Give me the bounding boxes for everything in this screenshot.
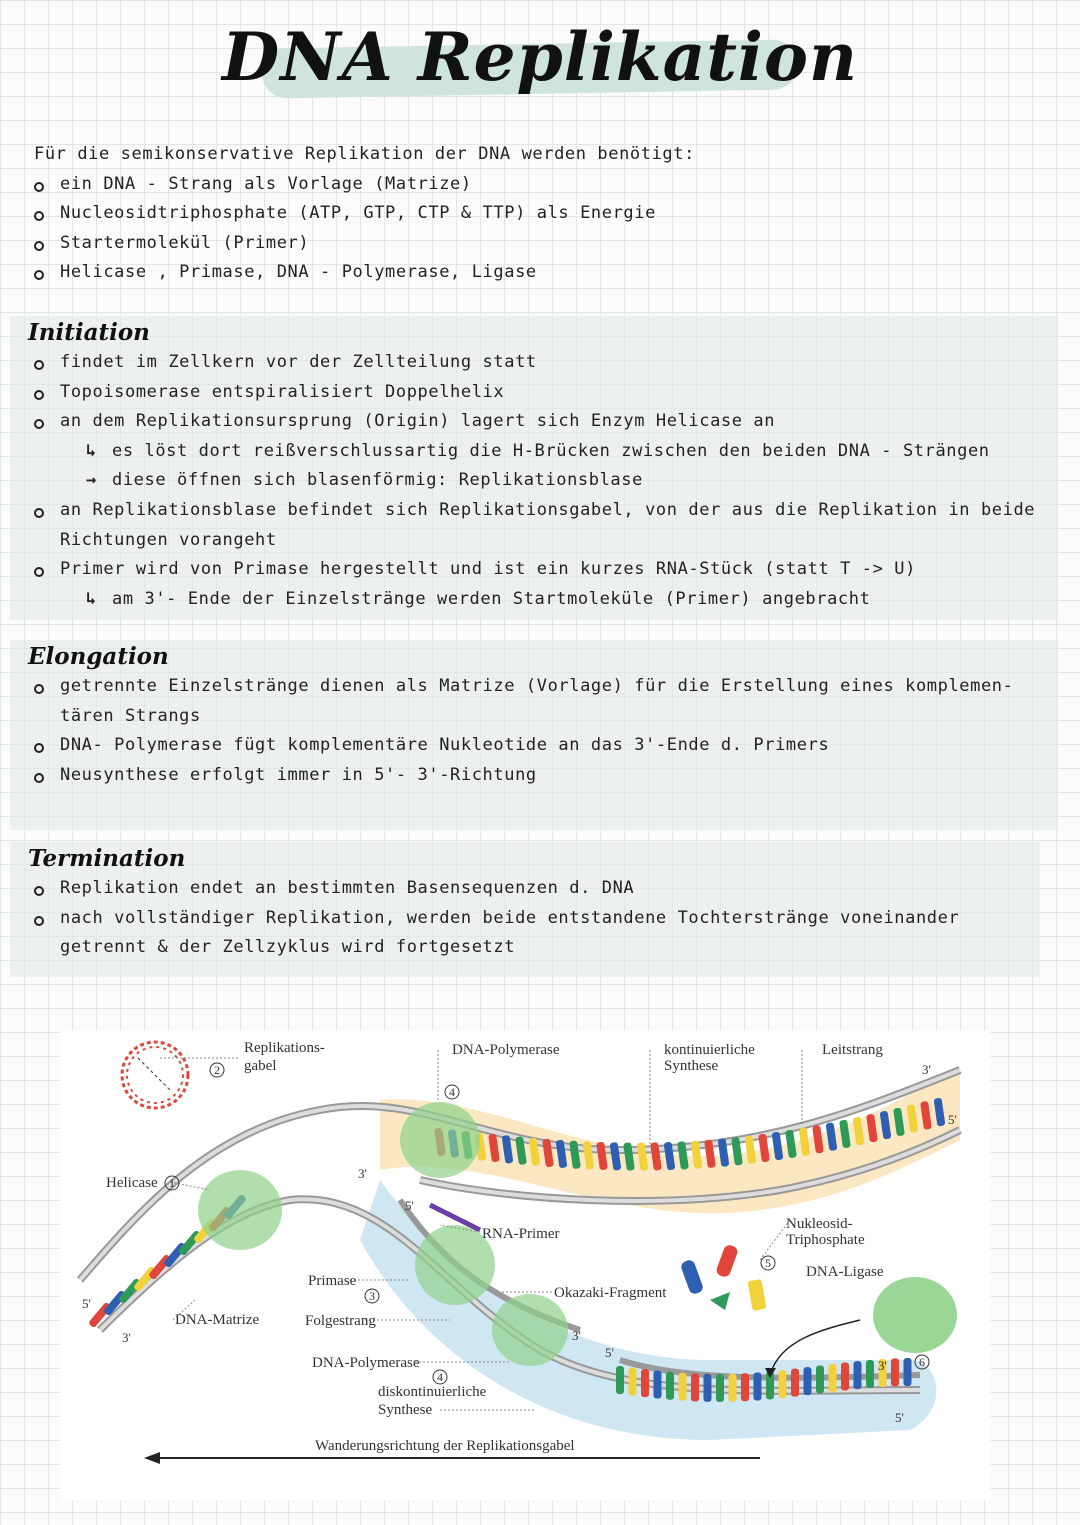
list-item: an Replikationsblase befindet sich Replikationsgabel, von der aus die Replikation in beide [28,496,1058,526]
replication-diagram [60,1030,990,1500]
intro-list [28,170,1058,288]
list-item: Nucleosidtriphosphate (ATP, GTP, CTP & TTP) als Energie [28,199,1058,229]
label-synthese-top: Synthese [664,1058,719,1074]
arrow-icon: ↳ [86,588,97,609]
list-item: Startermolekül (Primer) [28,229,1058,259]
end-5-bottom: 5' [895,1410,904,1425]
base-pair [741,1373,749,1401]
sub-line: ↳ es löst dort reißverschlussartig die H-Brücken zwischen den beiden DNA - Strängen [28,437,1058,467]
initiation-heading: Initiation [28,319,150,346]
label-leitstrang: Leitstrang [822,1042,883,1058]
label-dna-matrize: DNA-Matrize [175,1312,260,1328]
base-pair [854,1361,862,1389]
initiation-list [28,348,1058,437]
list-item: getrennte Einzelstränge dienen als Matrize (Vorlage) für die Erstellung eines komplemen- [28,672,1058,702]
base-pair [791,1369,799,1397]
continued-line: tären Strangs [60,705,201,726]
elongation-section [10,640,1058,830]
base-pair [679,1373,687,1401]
end-3-bottom: 3' [878,1358,887,1373]
page-title: DNA Replikation [222,18,858,96]
label-helicase: Helicase [106,1175,158,1191]
list-item: Replikation endet an bestimmten Basensequenzen d. DNA [28,874,1040,904]
termination-heading: Termination [28,845,186,872]
title-wrap [0,18,1080,96]
base-pair [666,1372,674,1400]
base-pair [729,1374,737,1402]
label-synthese-bottom: Synthese [378,1402,433,1418]
marker-1: 1 [169,1176,175,1190]
end-3-okazaki: 3' [572,1328,581,1343]
base-pair [629,1368,637,1396]
dna-ligase-enzyme [873,1277,957,1353]
end-3-fork: 3' [358,1166,367,1181]
base-pair [691,1373,699,1401]
end-5-left: 5' [82,1296,91,1311]
arrow-icon: → [86,470,97,491]
list-item: nach vollständiger Replikation, werden beide entstandene Tochterstränge voneinander [28,904,1040,934]
marker-5: 5 [765,1256,771,1270]
label-dna-ligase: DNA-Ligase [806,1264,884,1280]
list-item: Helicase , Primase, DNA - Polymerase, Ligase [28,258,1058,288]
base-pair [829,1364,837,1392]
label-folgestrang: Folgestrang [305,1313,376,1329]
marker-4a: 4 [449,1085,455,1099]
list-item: an dem Replikationsursprung (Origin) lagert sich Enzym Helicase an [28,407,1058,437]
intro-section [28,140,1058,288]
continued-line: getrennt & der Zellzyklus wird fortgesetzt [60,937,516,958]
base-pair [641,1369,649,1397]
base-pair [816,1366,824,1394]
marker-4b: 4 [437,1370,443,1384]
list-item: findet im Zellkern vor der Zellteilung statt [28,348,1058,378]
label-diskontinuierliche: diskontinuierliche [378,1384,487,1400]
dna-polymerase-top-enzyme [400,1102,480,1178]
label-nukleosid: Nukleosid- [786,1216,853,1232]
list-item: Neusynthese erfolgt immer in 5'- 3'-Richtung [28,761,1058,791]
end-5-okazaki: 5' [605,1345,614,1360]
base-pair [779,1370,787,1398]
base-pair [754,1372,762,1400]
label-replikationsgabel: Replikations- [244,1040,325,1056]
list-item: Primer wird von Primase hergestellt und ist ein kurzes RNA-Stück (statt T -> U) [28,555,1058,585]
continued-line: Richtungen vorangeht [60,529,277,550]
arrow-icon: ↳ [86,440,97,461]
label-rna-primer: RNA-Primer [482,1226,560,1242]
elongation-heading: Elongation [28,643,169,670]
intro-heading: Für die semikonservative Replikation der DNA werden benötigt: [34,144,695,164]
sub-line: → diese öffnen sich blasenförmig: Replikationsblase [28,466,1058,496]
marker-2: 2 [214,1063,220,1077]
base-pair [654,1371,662,1399]
base-pair [866,1360,874,1388]
marker-3: 3 [369,1289,375,1303]
base-pair [616,1366,624,1394]
base-pair [716,1374,724,1402]
base-pair [891,1358,899,1386]
label-replikationsgabel-2: gabel [244,1058,277,1074]
label-wanderung: Wanderungsrichtung der Replikationsgabel [315,1438,575,1454]
end-3-left: 3' [122,1330,131,1345]
initiation-section [10,316,1058,620]
sub-line: ↳ am 3'- Ende der Einzelstränge werden Startmoleküle (Primer) angebracht [28,585,1058,615]
base-pair [904,1358,912,1386]
termination-section [10,842,1040,977]
label-okazaki: Okazaki-Fragment [554,1285,667,1301]
base-pair [704,1374,712,1402]
label-kontinuierliche: kontinuierliche [664,1042,755,1058]
label-dna-polymerase-top: DNA-Polymerase [452,1042,560,1058]
list-item: ein DNA - Strang als Vorlage (Matrize) [28,170,1058,200]
label-dna-polymerase-bottom: DNA-Polymerase [312,1355,420,1371]
dna-polymerase-bottom-enzyme [492,1294,568,1366]
base-pair [804,1367,812,1395]
list-item: DNA- Polymerase fügt komplementäre Nukleotide an das 3'-Ende d. Primers [28,731,1058,761]
label-triphosphate: Triphosphate [786,1232,865,1248]
marker-6: 6 [919,1355,925,1369]
end-3-top: 3' [922,1062,931,1077]
base-pair [841,1362,849,1390]
list-item: Topoisomerase entspiralisiert Doppelhelix [28,378,1058,408]
end-5-top: 5' [948,1112,957,1127]
label-primase: Primase [308,1273,357,1289]
end-5-fork: 5' [405,1198,414,1213]
helicase-enzyme [198,1170,282,1250]
